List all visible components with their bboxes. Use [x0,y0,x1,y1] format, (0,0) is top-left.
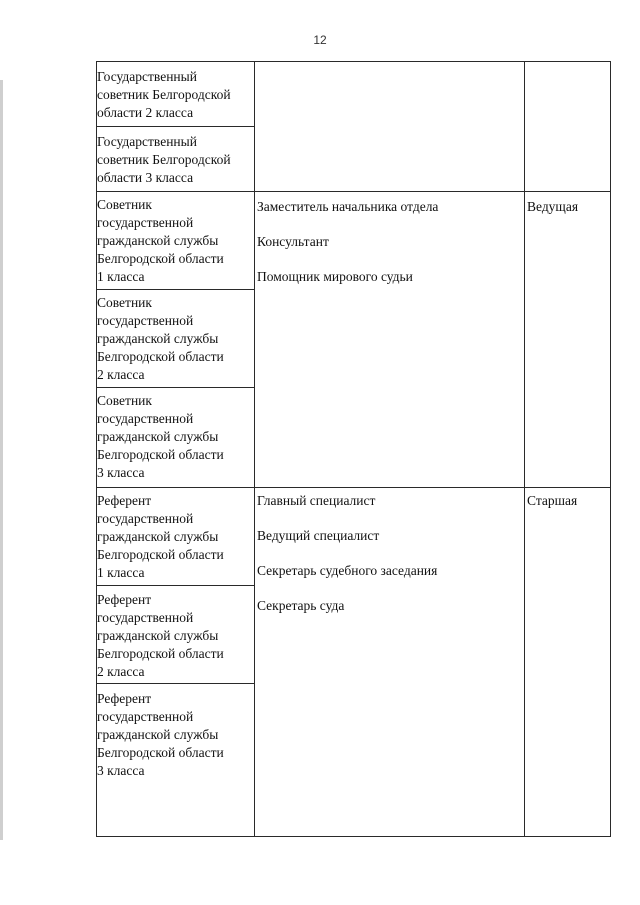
positions-cell [257,198,438,303]
column-divider-2 [524,61,525,837]
table-border-top [96,61,611,62]
position-item: Главный специалист [257,493,376,508]
rank-cell: Референт государственной гражданской службы Белгородской области 3 класса [97,691,224,778]
position-item: Заместитель начальника отдела [257,199,439,214]
group-divider [96,487,611,488]
rank-cell: Референт государственной гражданской службы Белгородской области 2 класса [97,592,224,679]
rank-cell: Государственный советник Белгородской области 2 класса [97,69,231,120]
position-item: Консультант [257,234,329,249]
rank-cell: Советник государственной гражданской службы Белгородской области 3 класса [97,393,224,480]
category-cell: Ведущая [527,199,579,214]
rank-divider [96,387,255,388]
column-divider-1 [254,61,255,837]
position-item: Помощник мирового судьи [257,269,413,284]
position-item: Секретарь судебного заседания [257,563,438,578]
positions-cell [257,492,437,632]
rank-divider [96,126,255,127]
rank-divider [96,683,255,684]
position-item: Ведущий специалист [257,528,380,543]
table-border-right [610,61,611,837]
category-cell: Старшая [527,493,578,508]
rank-cell: Советник государственной гражданской службы Белгородской области 1 класса [97,197,224,284]
page-number: 12 [313,33,327,47]
table-border-bottom [96,836,611,837]
group-divider [96,191,611,192]
rank-divider [96,289,255,290]
rank-cell: Референт государственной гражданской службы Белгородской области 1 класса [97,493,224,580]
rank-divider [96,585,255,586]
rank-cell: Государственный советник Белгородской области 3 класса [97,134,231,185]
rank-cell: Советник государственной гражданской службы Белгородской области 2 класса [97,295,224,382]
position-item: Секретарь суда [257,598,345,613]
